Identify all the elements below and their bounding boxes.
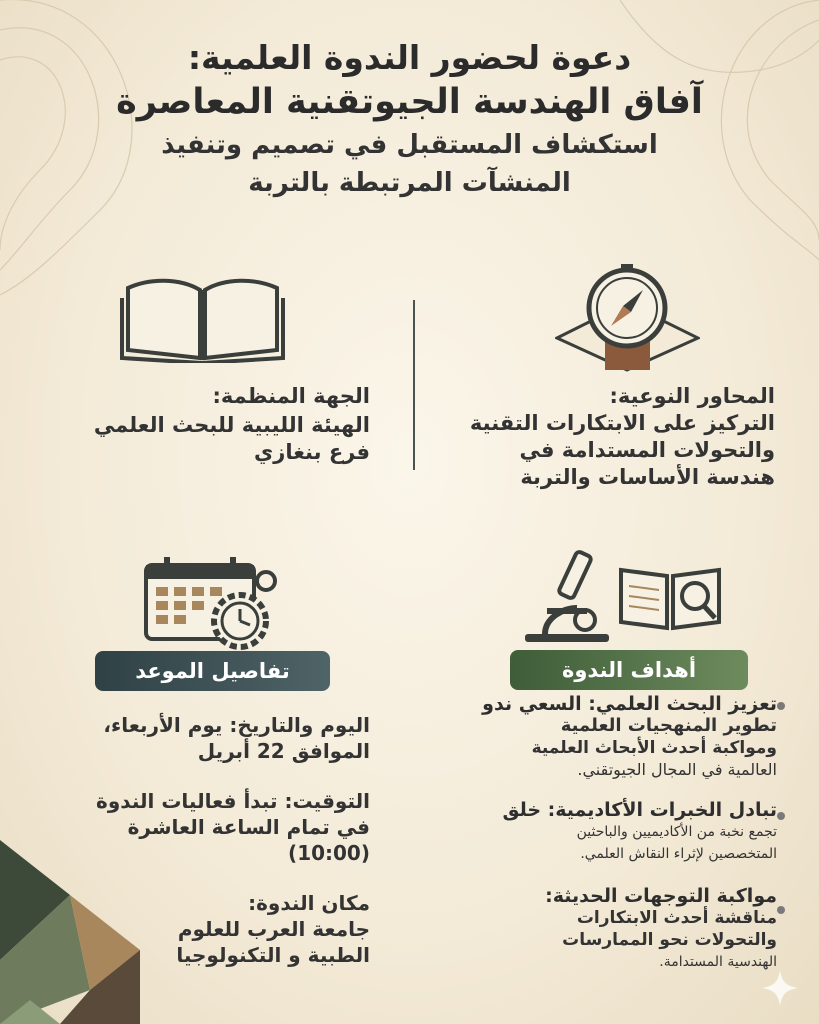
sparkle-icon xyxy=(760,968,800,1008)
schedule-venue-line-2: جامعة العرب للعلوم xyxy=(177,917,370,941)
bullet-dot xyxy=(777,906,785,914)
open-book-icon xyxy=(120,268,285,363)
book-magnifier-icon xyxy=(615,562,725,632)
goal-item xyxy=(445,885,777,973)
goal-1-heading: تعزيز البحث العلمي: السعي ندو xyxy=(482,693,777,715)
goal-item xyxy=(445,799,777,865)
schedule-venue-line-3: الطبية و التكنولوجيا xyxy=(176,943,370,967)
goal-3-line-3: والتحولات نحو الممارسات xyxy=(562,930,777,950)
schedule-venue-line-1: مكان الندوة: xyxy=(248,891,370,915)
schedule-time-line-2: في تمام الساعة العاشرة xyxy=(127,815,370,839)
goals-label: أهداف الندوة xyxy=(510,650,748,690)
schedule-details xyxy=(30,712,370,968)
schedule-day-line-2: الموافق 22 أبريل xyxy=(197,739,370,763)
goal-2-heading: تبادل الخبرات الأكاديمية: خلق xyxy=(502,799,777,821)
goal-3-line-2: مناقشة أحدث الابتكارات xyxy=(576,908,777,928)
compass-icon xyxy=(555,258,700,373)
goal-3-line-4: الهندسية المستدامة. xyxy=(659,954,777,970)
goal-1-line-2: تطوير المنهجيات العلمية xyxy=(560,715,777,736)
goals-list xyxy=(445,693,777,973)
subtitle-line-2: المنشآت المرتبطة بالتربة xyxy=(248,168,571,198)
organizer-heading: الجهة المنظمة: xyxy=(212,384,370,408)
title-line-2: آفاق الهندسة الجيوتقنية المعاصرة xyxy=(116,82,703,122)
organizer-block xyxy=(40,384,370,466)
bullet-dot xyxy=(777,702,785,710)
vertical-divider xyxy=(413,300,415,470)
goal-1-line-4: العالمية في المجال الجيوتقني. xyxy=(577,760,777,779)
axes-line-1: التركيز على الابتكارات التقنية xyxy=(469,411,775,435)
goal-2-line-3: المتخصصين لإثراء النقاش العلمي. xyxy=(580,846,777,862)
goal-3-heading: مواكبة التوجهات الحديثة: xyxy=(545,885,777,907)
bullet-dot xyxy=(777,812,785,820)
title-line-1: دعوة لحضور الندوة العلمية: xyxy=(187,38,632,77)
schedule-day-line-1: اليوم والتاريخ: يوم الأربعاء، xyxy=(103,713,370,737)
schedule-label: تفاصيل الموعد xyxy=(95,651,330,691)
organizer-line-1: الهيئة الليبية للبحث العلمي xyxy=(93,413,370,437)
subtitle-line-1: استكشاف المستقبل في تصميم وتنفيذ xyxy=(161,130,658,160)
goal-1-line-3: ومواكبة أحدث الأبحاث العلمية xyxy=(531,738,777,758)
microscope-icon xyxy=(515,548,615,648)
axes-heading: المحاور النوعية: xyxy=(609,384,775,408)
axes-block xyxy=(445,384,775,491)
calendar-gear-icon xyxy=(140,555,285,650)
schedule-time-line-1: التوقيت: تبدأ فعاليات الندوة xyxy=(96,789,370,813)
organizer-line-2: فرع بنغازي xyxy=(253,440,370,464)
axes-line-3: هندسة الأساسات والتربة xyxy=(520,465,775,489)
goal-item xyxy=(445,693,777,781)
schedule-time-line-3: (10:00) xyxy=(288,841,370,865)
goal-2-line-2: تجمع نخبة من الأكاديميين والباحثين xyxy=(576,824,777,840)
axes-line-2: والتحولات المستدامة في xyxy=(519,438,775,462)
